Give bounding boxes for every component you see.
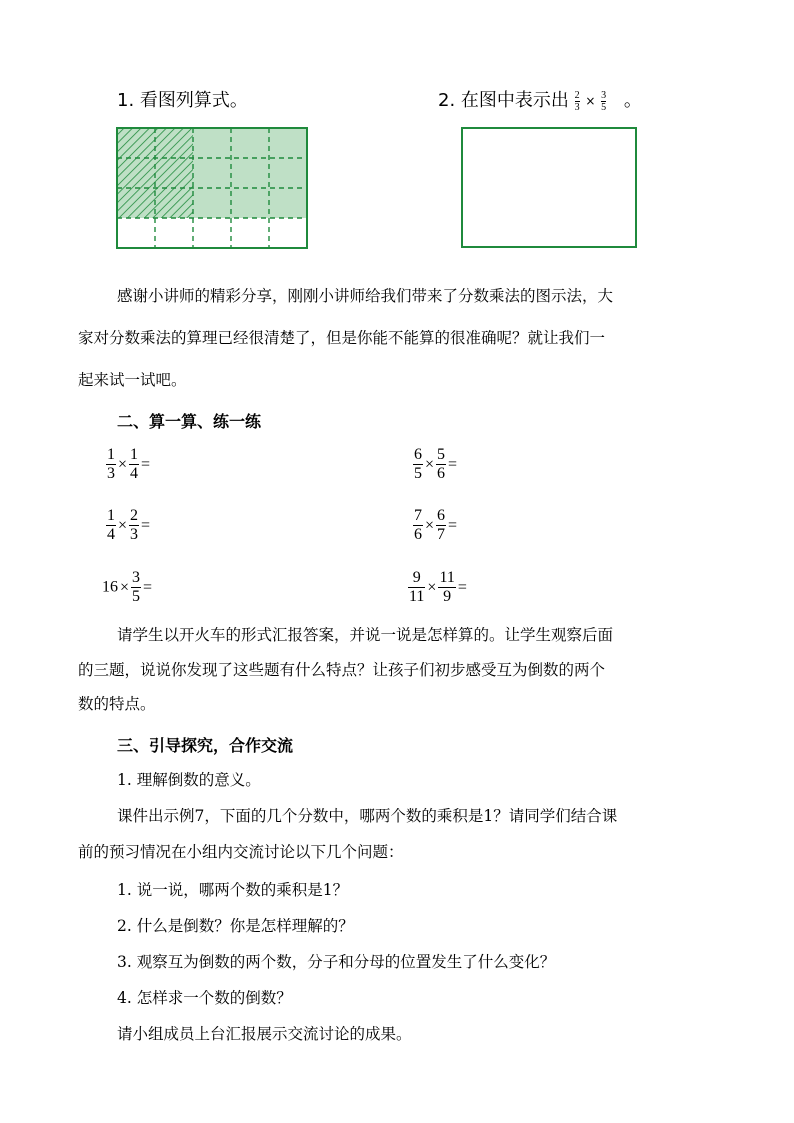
task2-f2-num: 3 — [601, 89, 607, 101]
e5-op: × — [120, 578, 130, 596]
e1-b-num: 1 — [130, 446, 139, 463]
e2-a-den: 5 — [414, 465, 422, 482]
e4-b-den: 7 — [437, 526, 446, 543]
e4-a-den: 6 — [414, 526, 422, 543]
e6-b-num: 11 — [439, 569, 455, 586]
task2-label — [438, 86, 642, 113]
e5-whole: 16 — [102, 578, 118, 596]
e2-b-num: 5 — [437, 446, 446, 463]
e2-op: × — [425, 455, 435, 473]
exercise-5 — [102, 569, 154, 606]
closing-line: 请小组成员上台汇报展示交流讨论的成果。 — [117, 1025, 412, 1043]
section3-heading: 三、引导探究，合作交流 — [117, 736, 294, 755]
e4-op: × — [425, 516, 435, 534]
e1-a-den: 3 — [107, 465, 115, 482]
report-line-1: 请学生以开火车的形式汇报答案，并说一说是怎样算的。让学生观察后面 — [117, 626, 614, 644]
e3-op: × — [118, 516, 128, 534]
e5-eq: = — [143, 578, 153, 596]
e1-eq: = — [141, 455, 151, 473]
item-understand-reciprocal: 1. 理解倒数的意义。 — [117, 771, 261, 789]
task2-f1-den: 3 — [574, 101, 580, 113]
e6-op: × — [427, 578, 437, 596]
exercise-1 — [106, 446, 152, 483]
e2-b-den: 6 — [437, 465, 446, 482]
example7-line-2: 前的预习情况在小组内交流讨论以下几个问题： — [78, 843, 404, 861]
e3-a-num: 1 — [107, 507, 115, 524]
blank-rectangle — [461, 127, 639, 251]
task2-op: × — [585, 94, 596, 108]
e5-b-num: 3 — [132, 569, 141, 586]
exercise-2 — [413, 446, 459, 483]
task2-suffix: 。 — [623, 90, 642, 111]
task2-prefix: 2. 在图中表示出 — [438, 90, 569, 111]
example7-line-1: 课件出示例7，下面的几个分数中，哪两个数的乘积是1？请同学们结合课 — [117, 807, 618, 825]
exercise-6 — [408, 569, 469, 606]
exercise-3 — [106, 507, 152, 544]
task2-fraction-1 — [575, 90, 580, 113]
e6-a-den: 11 — [409, 588, 425, 605]
e4-a-num: 7 — [414, 507, 422, 524]
question-3: 3. 观察互为倒数的两个数，分子和分母的位置发生了什么变化？ — [117, 953, 556, 971]
e6-eq: = — [457, 578, 467, 596]
question-1: 1. 说一说，哪两个数的乘积是1？ — [117, 881, 349, 899]
fraction-grid-figure — [116, 127, 310, 251]
e4-eq: = — [448, 516, 458, 534]
intro-line-1: 感谢小讲师的精彩分享，刚刚小讲师给我们带来了分数乘法的图示法，大 — [117, 287, 614, 305]
task1-label: 1. 看图列算式。 — [117, 90, 248, 111]
question-2: 2. 什么是倒数？你是怎样理解的？ — [117, 917, 354, 935]
e1-op: × — [118, 455, 128, 473]
e2-a-num: 6 — [414, 446, 422, 463]
e3-a-den: 4 — [107, 526, 115, 543]
e6-a-num: 9 — [412, 569, 421, 586]
report-line-3: 数的特点。 — [78, 695, 156, 713]
e3-eq: = — [141, 516, 151, 534]
e5-b-den: 5 — [132, 588, 141, 605]
report-line-2: 的三题，说说你发现了这些题有什么特点？让孩子们初步感受互为倒数的两个 — [78, 661, 606, 679]
question-4: 4. 怎样求一个数的倒数？ — [117, 989, 292, 1007]
exercise-4 — [413, 507, 459, 544]
e1-b-den: 4 — [130, 465, 139, 482]
e4-b-num: 6 — [437, 507, 446, 524]
e3-b-den: 3 — [130, 526, 139, 543]
task2-fraction-2 — [601, 90, 606, 113]
e3-b-num: 2 — [130, 507, 139, 524]
e1-a-num: 1 — [107, 446, 115, 463]
e6-b-den: 9 — [443, 588, 452, 605]
task2-f1-num: 2 — [574, 89, 580, 101]
task2-f2-den: 5 — [601, 101, 607, 113]
e2-eq: = — [448, 455, 458, 473]
intro-line-2: 家对分数乘法的算理已经很清楚了，但是你能不能算的很准确呢？就让我们一 — [78, 329, 606, 347]
intro-line-3: 起来试一试吧。 — [78, 371, 187, 389]
section2-heading: 二、算一算、练一练 — [117, 412, 262, 431]
